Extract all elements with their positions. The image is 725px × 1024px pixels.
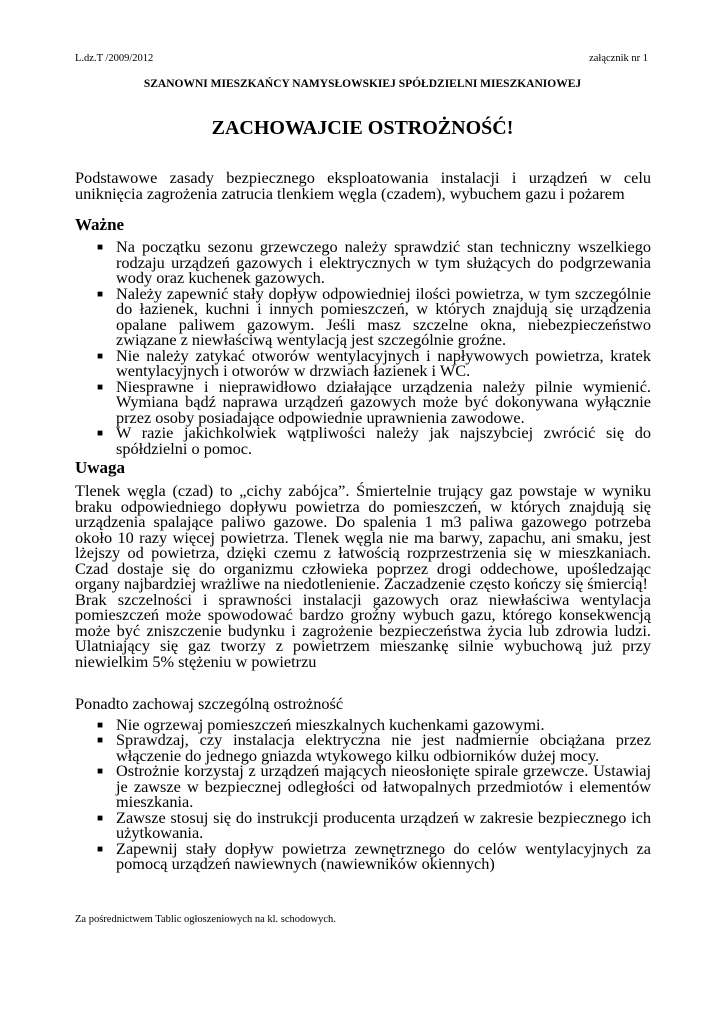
page-title: ZACHOWAJCIE OSTROŻNOŚĆ!	[211, 117, 514, 139]
important-list	[75, 239, 651, 456]
list-item-text: Nie należy zatykać otworów wentylacyjnych i napływowych powietrza, kratek wentylacyjnych i otworów w drzwiach łazienek i WC.	[116, 345, 651, 380]
list-item-text: Nie ogrzewaj pomieszczeń mieszkalnych kuchenkami gazowymi.	[116, 714, 545, 734]
list-item-text: Na początku sezonu grzewczego należy sprawdzić stan techniczny wszelkiego rodzaju urządzeń gazowych i elektrycznych w tym służących do podgrzewania wody oraz kuchenek gazowych.	[116, 237, 651, 287]
document-body	[75, 170, 651, 872]
warning-paragraph-co: Tlenek węgla (czad) to „cichy zabójca”. Śmiertelnie trujący gaz powstaje w wyniku braku odpowiedniego dopływu powietrza do pomieszczeń, w których znajdują się urządzenia spalające paliwo gazowe. Do spalenia 1 m3 paliwa gazowego potrzeba około 10 razy więcej powietrza. Tlenek węgla nie ma barwy, zapachu, ani smaku, jest lżejszy od powietrza, dzięki czemu z łatwością rozprzestrzenia się w mieszkaniach. Czad dostaje się do organizmu człowieka poprzez drogi oddechowe, upośledzając organy najbardziej wrażliwe na niedotlenienie. Zaczadzenie często kończy się śmiercią!	[75, 481, 651, 593]
caution-list	[75, 714, 651, 873]
bullet-icon: ■	[97, 719, 104, 731]
list-item-text: Należy zapewnić stały dopływ odpowiedniej ilości powietrza, w tym szczególnie do łazienek, kuchni i innych pomieszczeń, w których znajdują się urządzenia opalane paliwem gazowym. Jeśli masz szczelne okna, niebezpieczeństwo związane z niewłaściwą wentylacją jest szczególnie groźne.	[116, 283, 651, 349]
list-item	[75, 425, 651, 456]
list-item	[75, 345, 651, 380]
intro-paragraph: Podstawowe zasady bezpiecznego eksploatowania instalacji i urządzeń w celu uniknięcia zagrożenia zatrucia tlenkiem węgla (czadem), wybuchem gazu i pożarem	[75, 168, 651, 203]
bullet-icon: ■	[97, 735, 104, 746]
list-item	[75, 763, 651, 810]
warning-paragraph-gas: Brak szczelności i sprawności instalacji gazowych oraz niewłaściwa wentylacja pomieszczeń może spowodować bardzo groźny wybuch gazu, którego konsekwencją może być zniszczenie budynku i zagrożenie bezpieczeństwa życia lub zdrowia ludzi. Ulatniający się gaz tworzy z powietrzem mieszankę silnie wybuchową już przy niewielkim 5% stężeniu w powietrzu	[75, 589, 651, 671]
footer-note: Za pośrednictwem Tablic ogłoszeniowych na kl. schodowych.	[75, 914, 336, 925]
bullet-icon: ■	[97, 288, 104, 300]
list-item	[75, 807, 651, 842]
list-item-text: Ostrożnie korzystaj z urządzeń mających nieosłonięte spirale grzewcze. Ustawiaj je zawsze w bezpiecznej odległości od łatwopalnych przedmiotów i elementów mieszkania.	[116, 761, 651, 811]
list-item	[75, 283, 651, 349]
list-item-text: Zawsze stosuj się do instrukcji producenta urządzeń w zakresie bezpiecznego ich użytkowania.	[116, 807, 651, 842]
list-item	[75, 239, 651, 286]
list-item-text: W razie jakichkolwiek wątpliwości należy jak najszybciej zwrócić się do spółdzielni o pomoc.	[116, 423, 651, 458]
warning-heading: Uwaga	[75, 458, 126, 477]
addressee-line: SZANOWNI MIESZKAŃCY NAMYSŁOWSKIEJ SPÓŁDZIELNI MIESZKANIOWEJ	[143, 78, 582, 90]
bullet-icon: ■	[97, 428, 104, 439]
list-item-text: Niesprawne i nieprawidłowo działające urządzenia należy pilnie wymienić. Wymiana bądź naprawa urządzeń gazowych może być dokonywana wyłącznie przez osoby posiadające odpowiednie uprawnienia zawodowe.	[116, 376, 651, 427]
bullet-icon: ■	[97, 381, 104, 393]
attachment-label: załącznik nr 1	[589, 53, 648, 64]
list-item-text: Zapewnij stały dopływ powietrza zewnętrznego do celów wentylacyjnych za pomocą urządzeń nawiewnych (nawiewników okiennych)	[116, 838, 651, 873]
bullet-icon: ■	[97, 766, 104, 777]
bullet-icon: ■	[97, 812, 104, 824]
important-heading: Ważne	[75, 215, 125, 234]
bullet-icon: ■	[97, 843, 104, 855]
bullet-icon: ■	[97, 350, 104, 362]
list-item	[75, 732, 651, 763]
document-reference: L.dz.T /2009/2012	[75, 53, 154, 64]
list-item	[75, 838, 651, 873]
bullet-icon: ■	[97, 242, 104, 253]
list-item	[75, 376, 651, 427]
caution-intro: Ponadto zachowaj szczególną ostrożność	[75, 694, 344, 713]
list-item-text: Sprawdzaj, czy instalacja elektryczna nie jest nadmiernie obciążana przez włączenie do jednego gniazda wtykowego kilku odbiorników dużej mocy.	[116, 730, 651, 765]
